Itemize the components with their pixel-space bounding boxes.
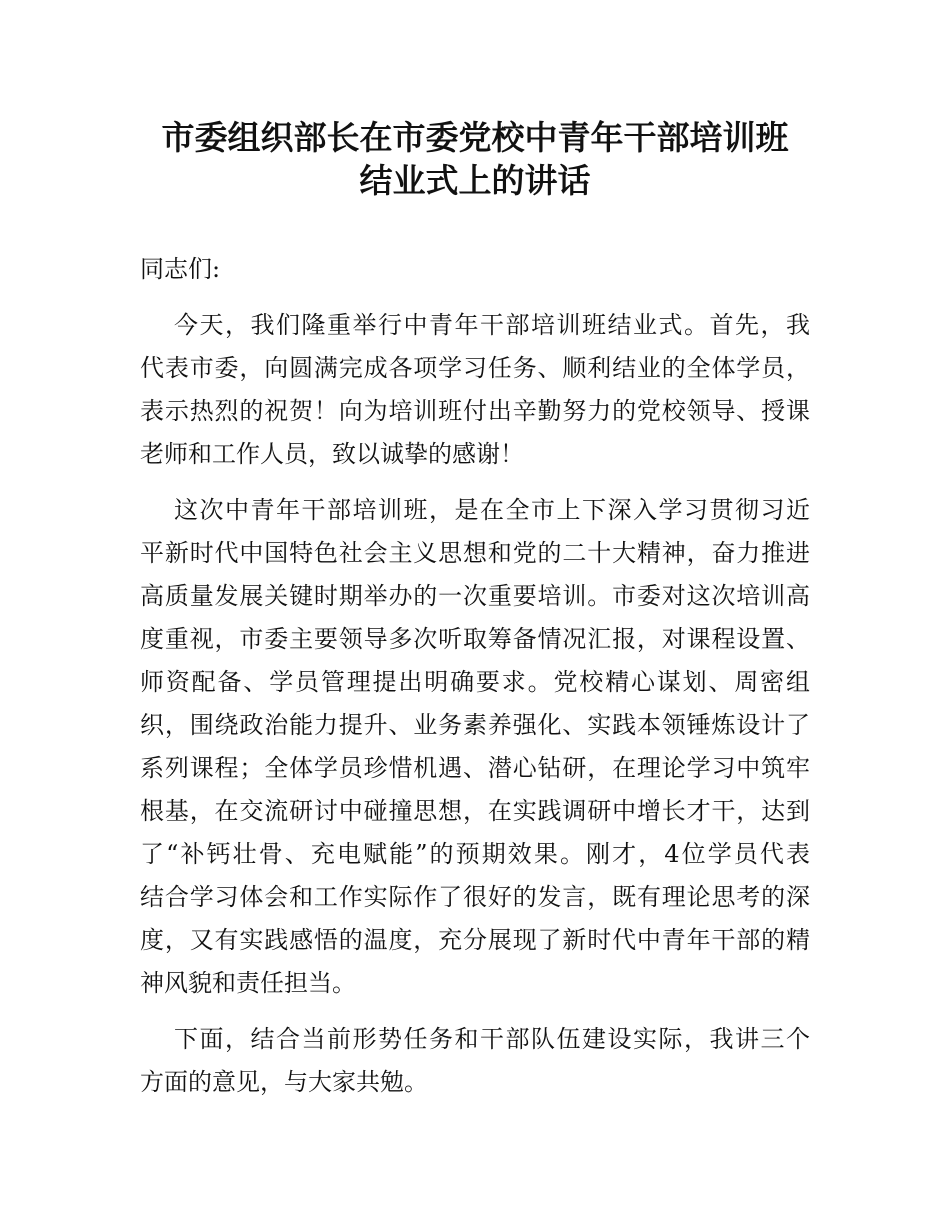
paragraph-line: 今天，我们隆重举行中青年干部培训班结业式。首先，我 [174, 311, 810, 339]
paragraph-line: 结合学习体会和工作实际作了很好的发言，既有理论思考的深 [140, 883, 810, 911]
paragraph-line: 系列课程；全体学员珍惜机遇、潜心钻研，在理论学习中筑牢 [140, 754, 810, 782]
paragraph-line: 下面，结合当前形势任务和干部队伍建设实际，我讲三个 [174, 1025, 810, 1053]
document-body [140, 248, 810, 1117]
paragraph-line: 了“补钙壮骨、充电赋能”的预期效果。刚才，4位学员代表 [140, 840, 810, 868]
paragraph-line: 根基，在交流研讨中碰撞思想，在实践调研中增长才干，达到 [140, 797, 810, 825]
paragraph-line: 度，又有实践感悟的温度，充分展现了新时代中青年干部的精 [140, 926, 810, 954]
paragraph-line: 这次中青年干部培训班，是在全市上下深入学习贯彻习近 [174, 496, 810, 524]
paragraph-line: 度重视，市委主要领导多次听取筹备情况汇报，对课程设置、 [140, 625, 810, 653]
paragraph [140, 489, 810, 1005]
paragraph-line: 代表市委，向圆满完成各项学习任务、顺利结业的全体学员， [140, 354, 810, 382]
paragraph-line: 方面的意见，与大家共勉。 [140, 1068, 428, 1096]
paragraph-line: 师资配备、学员管理提出明确要求。党校精心谋划、周密组 [140, 668, 810, 696]
paragraph-line: 表示热烈的祝贺！向为培训班付出辛勤努力的党校领导、授课 [140, 397, 810, 425]
paragraph [140, 304, 810, 476]
paragraph-line: 老师和工作人员，致以诚挚的感谢！ [140, 440, 524, 468]
title-line-2: 结业式上的讲话 [359, 161, 591, 200]
title-line-1: 市委组织部长在市委党校中青年干部培训班 [161, 118, 789, 157]
paragraph-line: 神风貌和责任担当。 [140, 969, 356, 997]
greeting: 同志们: [140, 255, 221, 283]
paragraph-line: 平新时代中国特色社会主义思想和党的二十大精神，奋力推进 [140, 539, 810, 567]
document-title [0, 116, 950, 202]
paragraph [140, 1018, 810, 1104]
paragraph-line: 高质量发展关键时期举办的一次重要培训。市委对这次培训高 [140, 582, 810, 610]
paragraph-line: 织，围绕政治能力提升、业务素养强化、实践本领锤炼设计了 [140, 711, 810, 739]
